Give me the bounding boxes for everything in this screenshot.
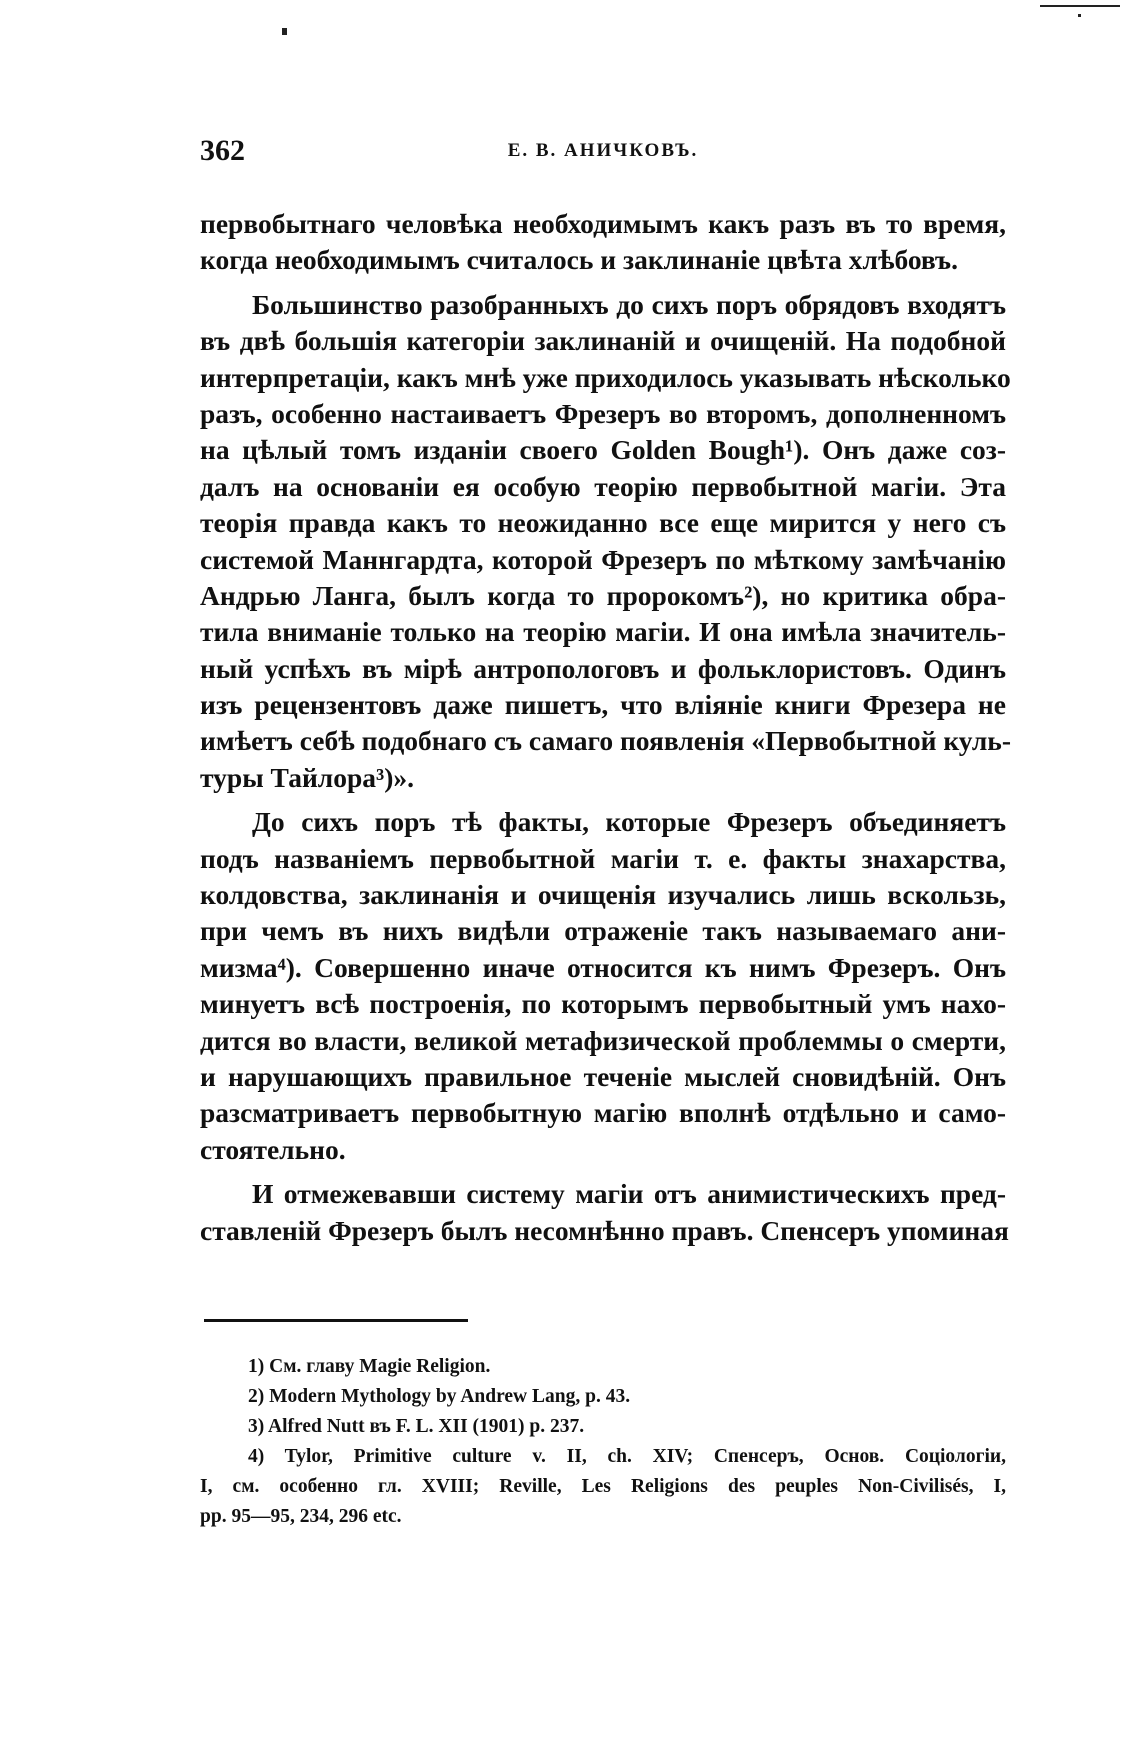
text-line: изъ рецензентовъ даже пишетъ, что вліяніе книги Фрезера не: [200, 689, 1006, 721]
paragraph: [200, 804, 1006, 1168]
footnote: 4) Tylor, Primitive culture v. II, ch. XIV; Спенсеръ, Основ. Соціологіи,: [248, 1446, 1006, 1467]
text-line: дится во власти, великой метафизической проблеммы о смерти,: [200, 1024, 1006, 1056]
scan-edge-mark: [1040, 5, 1120, 7]
text-line: стоятельно.: [200, 1133, 346, 1165]
text-line: колдовства, заклинанія и очищенія изучались лишь вскользь,: [200, 879, 1006, 911]
paragraph: [200, 1176, 1009, 1249]
text-line: и нарушающихъ правильное теченіе мыслей сновидѣній. Онъ: [200, 1060, 1006, 1092]
text-line: мизма⁴). Совершенно иначе относится къ нимъ Фрезеръ. Онъ: [200, 951, 1006, 983]
text-line: разъ, особенно настаиваетъ Фрезеръ во второмъ, дополненномъ: [200, 397, 1006, 429]
page-number: 362: [200, 134, 245, 167]
paragraph: [200, 287, 1011, 796]
text-line: системой Маннгардта, которой Фрезеръ по мѣткому замѣчанію: [200, 543, 1006, 575]
text-line: туры Тайлора³)».: [200, 761, 415, 793]
text-line: подъ названіемъ первобытной магіи т. е. факты знахарства,: [200, 842, 1006, 874]
text-line: разсматриваетъ первобытную магію вполнѣ отдѣльно и само-: [200, 1097, 1006, 1129]
body-text: [200, 206, 1011, 1249]
footnote-rule: [204, 1319, 468, 1322]
text-line: когда необходимымъ считалось и заклинаніе цвѣта хлѣбовъ.: [200, 244, 958, 276]
scan-dot-mark: [282, 28, 287, 35]
text-line: на цѣлый томъ изданіи своего Golden Bough¹). Онъ даже соз-: [200, 434, 1006, 466]
text-line: Большинство разобранныхъ до сихъ поръ обрядовъ входятъ: [252, 288, 1006, 320]
footnote: 1) См. главу Magie Religion.: [248, 1356, 491, 1377]
text-line: До сихъ поръ тѣ факты, которые Фрезеръ объединяетъ: [252, 806, 1006, 838]
text-line: первобытнаго человѣка необходимымъ какъ разъ въ то время,: [200, 208, 1006, 239]
text-line: при чемъ въ нихъ видѣли отраженіе такъ называемаго ани-: [200, 915, 1006, 947]
page-header: [200, 134, 1006, 174]
text-line: тила вниманіе только на теорію магіи. И она имѣла значитель-: [200, 616, 1006, 648]
text-line: въ двѣ большія категоріи заклинаній и очищеній. На подобной: [200, 325, 1006, 357]
paragraph: [200, 206, 1006, 279]
footnotes: [200, 1352, 1006, 1532]
text-line: Андрью Ланга, былъ когда то пророкомъ²), но критика обра-: [200, 579, 1006, 611]
text-line: далъ на основаніи ея особую теорію первобытной магіи. Эта: [200, 470, 1006, 502]
text-line: И отмежевавши систему магіи отъ анимистическихъ пред-: [252, 1178, 1006, 1210]
running-head: Е. В. АНИЧКОВЪ.: [507, 140, 699, 161]
text-line: ный успѣхъ въ мірѣ антропологовъ и фольклористовъ. Одинъ: [200, 652, 1006, 684]
text-line: минуетъ всѣ построенія, по которымъ первобытный умъ нахо-: [200, 988, 1006, 1020]
text-line: ставленій Фрезеръ былъ несомнѣнно правъ. Спенсеръ упоминая: [200, 1214, 1009, 1246]
text-line: интерпретаціи, какъ мнѣ уже приходилось указывать нѣсколько: [200, 361, 1011, 393]
footnote: 2) Modern Mythology by Andrew Lang, p. 43.: [248, 1386, 631, 1407]
text-line: имѣетъ себѣ подобнаго съ самаго появленія «Первобытной куль-: [200, 725, 1011, 757]
scan-edge-mark-dot: [1078, 14, 1081, 17]
text-line: теорія правда какъ то неожиданно все еще мирится у него съ: [200, 507, 1006, 539]
footnote: 3) Alfred Nutt въ F. L. XII (1901) p. 237.: [248, 1416, 585, 1437]
footnote-continuation: pp. 95—95, 234, 296 etc.: [200, 1506, 402, 1527]
footnote-continuation: I, см. особенно гл. XVIII; Reville, Les Religions des peuples Non-Civilisés, I,: [200, 1476, 1006, 1497]
